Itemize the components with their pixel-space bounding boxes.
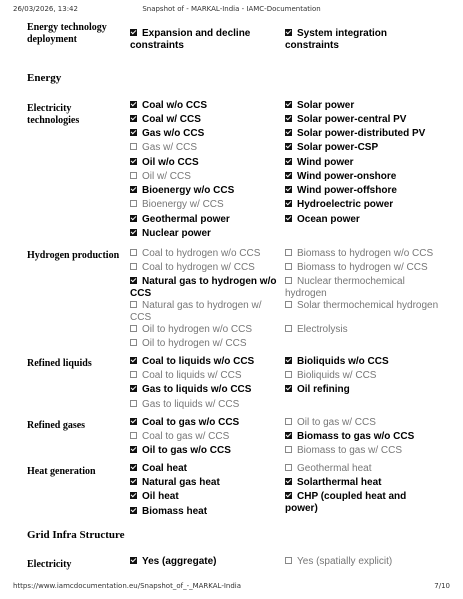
row-label-electricity-technologies: Electricity technologies xyxy=(27,103,80,126)
option-label: Nuclear power xyxy=(142,228,211,239)
option-solar-power xyxy=(285,100,440,112)
checkbox-icon xyxy=(130,229,137,236)
option-coal-wo-ccs xyxy=(130,100,285,112)
option-label: Bioliquids w/ CCS xyxy=(297,370,377,381)
checkbox-icon xyxy=(285,29,292,36)
checkbox-icon xyxy=(130,101,137,108)
checkbox-icon xyxy=(130,478,137,485)
option-label: Hydroelectric power xyxy=(297,199,394,210)
checkbox-icon xyxy=(285,143,292,150)
checkbox-icon xyxy=(130,464,137,471)
option-label: Expansion and decline constraints xyxy=(130,28,251,51)
option-label: Ocean power xyxy=(297,214,360,225)
option-label: Solar power-distributed PV xyxy=(297,128,426,139)
option-label: Biomass to gas w/ CCS xyxy=(297,445,403,456)
row-label-refined-liquids: Refined liquids xyxy=(27,358,92,369)
option-oil-heat xyxy=(130,491,285,503)
option-label: Yes (aggregate) xyxy=(142,556,217,567)
checkbox-icon xyxy=(285,129,292,136)
section-heading-energy: Energy xyxy=(27,72,62,84)
option-nuclear-power xyxy=(130,228,285,240)
checkbox-icon xyxy=(130,557,137,564)
option-label: Natural gas to hydrogen w/o CCS xyxy=(130,276,277,299)
option-label: Wind power-offshore xyxy=(297,185,397,196)
option-biomass-heat xyxy=(130,506,285,518)
option-label: Coal w/ CCS xyxy=(142,114,201,125)
option-label: Oil w/o CCS xyxy=(142,157,199,168)
checkbox-icon xyxy=(130,446,137,453)
option-coal-to-hydrogen-w-ccs xyxy=(130,262,285,274)
print-datetime: 26/03/2026, 13:42 xyxy=(13,5,78,13)
checkbox-icon xyxy=(130,200,137,207)
option-coal-to-hydrogen-wo-ccs xyxy=(130,248,285,260)
option-label: Yes (spatially explicit) xyxy=(297,556,393,567)
option-label: Oil w/ CCS xyxy=(142,171,191,182)
checkbox-icon xyxy=(285,371,292,378)
checkbox-icon xyxy=(285,263,292,270)
option-label: Coal to hydrogen w/ CCS xyxy=(142,262,255,273)
option-coal-to-liquids-w-ccs xyxy=(130,370,285,382)
checkbox-icon xyxy=(285,557,292,564)
checkbox-icon xyxy=(285,478,292,485)
option-solar-power-csp xyxy=(285,142,440,154)
checkbox-icon xyxy=(285,186,292,193)
checkbox-icon xyxy=(285,115,292,122)
option-oil-to-gas-wo-ccs xyxy=(130,445,285,457)
option-label: Wind power xyxy=(297,157,354,168)
option-label: Nuclear thermochemical hydrogen xyxy=(285,276,405,299)
option-biomass-to-gas-w-ccs xyxy=(285,445,440,457)
option-biomass-to-hydrogen-wo-ccs xyxy=(285,248,440,260)
checkbox-icon xyxy=(285,249,292,256)
option-label: Natural gas to hydrogen w/ CCS xyxy=(130,300,262,323)
checkbox-icon xyxy=(130,339,137,346)
checkbox-icon xyxy=(130,385,137,392)
option-label: Coal to gas w/o CCS xyxy=(142,417,240,428)
option-label: Coal w/o CCS xyxy=(142,100,208,111)
option-label: Oil refining xyxy=(297,384,350,395)
option-label: Coal to gas w/ CCS xyxy=(142,431,230,442)
option-label: Solarthermal heat xyxy=(297,477,382,488)
option-label: Solar power-central PV xyxy=(297,114,407,125)
option-coal-to-gas-w-ccs xyxy=(130,431,285,443)
option-wind-power-onshore xyxy=(285,171,440,183)
option-label: Oil to hydrogen w/ CCS xyxy=(142,338,247,349)
option-label: Bioenergy w/o CCS xyxy=(142,185,235,196)
option-natural-gas-to-hydrogen-wo-ccs xyxy=(130,276,285,300)
checkbox-icon xyxy=(130,418,137,425)
checkbox-icon xyxy=(285,446,292,453)
row-label-heat-generation: Heat generation xyxy=(27,466,96,477)
option-gas-w-ccs xyxy=(130,142,285,154)
option-natural-gas-heat xyxy=(130,477,285,489)
option-label: Gas w/ CCS xyxy=(142,142,198,153)
option-label: Oil to gas w/ CCS xyxy=(297,417,376,428)
print-title: Snapshot of - MARKAL-India - IAMC-Documentation xyxy=(142,5,321,13)
checkbox-icon xyxy=(130,357,137,364)
checkbox-icon xyxy=(130,158,137,165)
option-label: Electrolysis xyxy=(297,324,348,335)
option-yes-spatially-explicit xyxy=(285,556,440,568)
checkbox-icon xyxy=(130,400,137,407)
checkbox-icon xyxy=(285,200,292,207)
option-label: Natural gas heat xyxy=(142,477,220,488)
checkbox-icon xyxy=(130,143,137,150)
option-natural-gas-to-hydrogen-w-ccs xyxy=(130,300,285,324)
row-label-refined-gases: Refined gases xyxy=(27,420,86,431)
checkbox-icon xyxy=(285,215,292,222)
checkbox-icon xyxy=(130,115,137,122)
option-coal-to-liquids-wo-ccs xyxy=(130,356,285,368)
option-oil-to-gas-w-ccs xyxy=(285,417,440,429)
option-label: System integration constraints xyxy=(285,28,388,51)
checkbox-icon xyxy=(285,464,292,471)
option-label: Solar thermochemical hydrogen xyxy=(297,300,439,311)
checkbox-icon xyxy=(285,325,292,332)
option-oil-to-hydrogen-w-ccs xyxy=(130,338,285,350)
option-chp-coupled-heat-and-power xyxy=(285,491,440,515)
checkbox-icon xyxy=(130,492,137,499)
option-label: Oil to hydrogen w/o CCS xyxy=(142,324,253,335)
option-solar-power-central-pv xyxy=(285,114,440,126)
row-label-hydrogen-production: Hydrogen production xyxy=(27,250,120,261)
checkbox-icon xyxy=(285,101,292,108)
option-solarthermal-heat xyxy=(285,477,440,489)
option-biomass-to-hydrogen-w-ccs xyxy=(285,262,440,274)
option-label: CHP (coupled heat and power) xyxy=(285,491,407,514)
option-gas-to-liquids-wo-ccs xyxy=(130,384,285,396)
option-label: Geothermal heat xyxy=(297,463,372,474)
option-coal-heat xyxy=(130,463,285,475)
checkbox-icon xyxy=(130,325,137,332)
option-gas-to-liquids-w-ccs xyxy=(130,399,285,411)
option-label: Biomass to hydrogen w/o CCS xyxy=(297,248,434,259)
checkbox-icon xyxy=(130,301,137,308)
section-heading-grid-infra-structure: Grid Infra Structure xyxy=(27,529,125,541)
option-label: Coal to hydrogen w/o CCS xyxy=(142,248,261,259)
option-oil-refining xyxy=(285,384,440,396)
option-label: Coal heat xyxy=(142,463,188,474)
option-label: Gas w/o CCS xyxy=(142,128,205,139)
row-label-energy-technology-deployment: Energy technology deployment xyxy=(27,22,107,45)
checkbox-icon xyxy=(130,263,137,270)
option-system-integration-constraints xyxy=(285,28,440,52)
checkbox-icon xyxy=(130,29,137,36)
checkbox-icon xyxy=(285,172,292,179)
option-label: Bioenergy w/ CCS xyxy=(142,199,224,210)
option-ocean-power xyxy=(285,214,440,226)
option-wind-power-offshore xyxy=(285,185,440,197)
checkbox-icon xyxy=(285,418,292,425)
option-label: Biomass heat xyxy=(142,506,208,517)
checkbox-icon xyxy=(285,277,292,284)
option-oil-to-hydrogen-wo-ccs xyxy=(130,324,285,336)
option-bioenergy-w-ccs xyxy=(130,199,285,211)
print-url: https://www.iamcdocumentation.eu/Snapshot_of_-_MARKAL-India xyxy=(13,582,242,590)
option-label: Geothermal power xyxy=(142,214,230,225)
option-coal-to-gas-wo-ccs xyxy=(130,417,285,429)
checkbox-icon xyxy=(285,301,292,308)
checkbox-icon xyxy=(285,385,292,392)
option-bioenergy-wo-ccs xyxy=(130,185,285,197)
option-label: Oil to gas w/o CCS xyxy=(142,445,231,456)
page-number: 7/10 xyxy=(434,582,450,590)
option-biomass-to-gas-wo-ccs xyxy=(285,431,440,443)
row-label-electricity: Electricity xyxy=(27,559,72,570)
option-hydroelectric-power xyxy=(285,199,440,211)
checkbox-icon xyxy=(130,507,137,514)
option-label: Coal to liquids w/o CCS xyxy=(142,356,255,367)
checkbox-icon xyxy=(130,215,137,222)
option-label: Gas to liquids w/o CCS xyxy=(142,384,252,395)
checkbox-icon xyxy=(130,371,137,378)
checkbox-icon xyxy=(130,249,137,256)
option-geothermal-power xyxy=(130,214,285,226)
option-bioliquids-wo-ccs xyxy=(285,356,440,368)
option-solar-thermochemical-hydrogen xyxy=(285,300,440,312)
checkbox-icon xyxy=(130,186,137,193)
option-geothermal-heat xyxy=(285,463,440,475)
option-label: Coal to liquids w/ CCS xyxy=(142,370,242,381)
checkbox-icon xyxy=(130,277,137,284)
checkbox-icon xyxy=(130,172,137,179)
option-label: Wind power-onshore xyxy=(297,171,397,182)
option-label: Gas to liquids w/ CCS xyxy=(142,399,240,410)
checkbox-icon xyxy=(130,129,137,136)
option-oil-w-ccs xyxy=(130,171,285,183)
option-label: Bioliquids w/o CCS xyxy=(297,356,389,367)
checkbox-icon xyxy=(285,357,292,364)
option-oil-wo-ccs xyxy=(130,157,285,169)
option-label: Biomass to gas w/o CCS xyxy=(297,431,415,442)
option-gas-wo-ccs xyxy=(130,128,285,140)
option-yes-aggregate xyxy=(130,556,285,568)
option-solar-power-distributed-pv xyxy=(285,128,440,140)
option-electrolysis xyxy=(285,324,440,336)
checkbox-icon xyxy=(285,432,292,439)
option-label: Oil heat xyxy=(142,491,179,502)
option-nuclear-thermochemical-hydrogen xyxy=(285,276,440,300)
checkbox-icon xyxy=(285,492,292,499)
option-expansion-decline-constraints xyxy=(130,28,285,52)
checkbox-icon xyxy=(130,432,137,439)
option-label: Solar power-CSP xyxy=(297,142,379,153)
checkbox-icon xyxy=(285,158,292,165)
option-label: Solar power xyxy=(297,100,355,111)
option-label: Biomass to hydrogen w/ CCS xyxy=(297,262,428,273)
option-bioliquids-w-ccs xyxy=(285,370,440,382)
option-wind-power xyxy=(285,157,440,169)
option-coal-w-ccs xyxy=(130,114,285,126)
